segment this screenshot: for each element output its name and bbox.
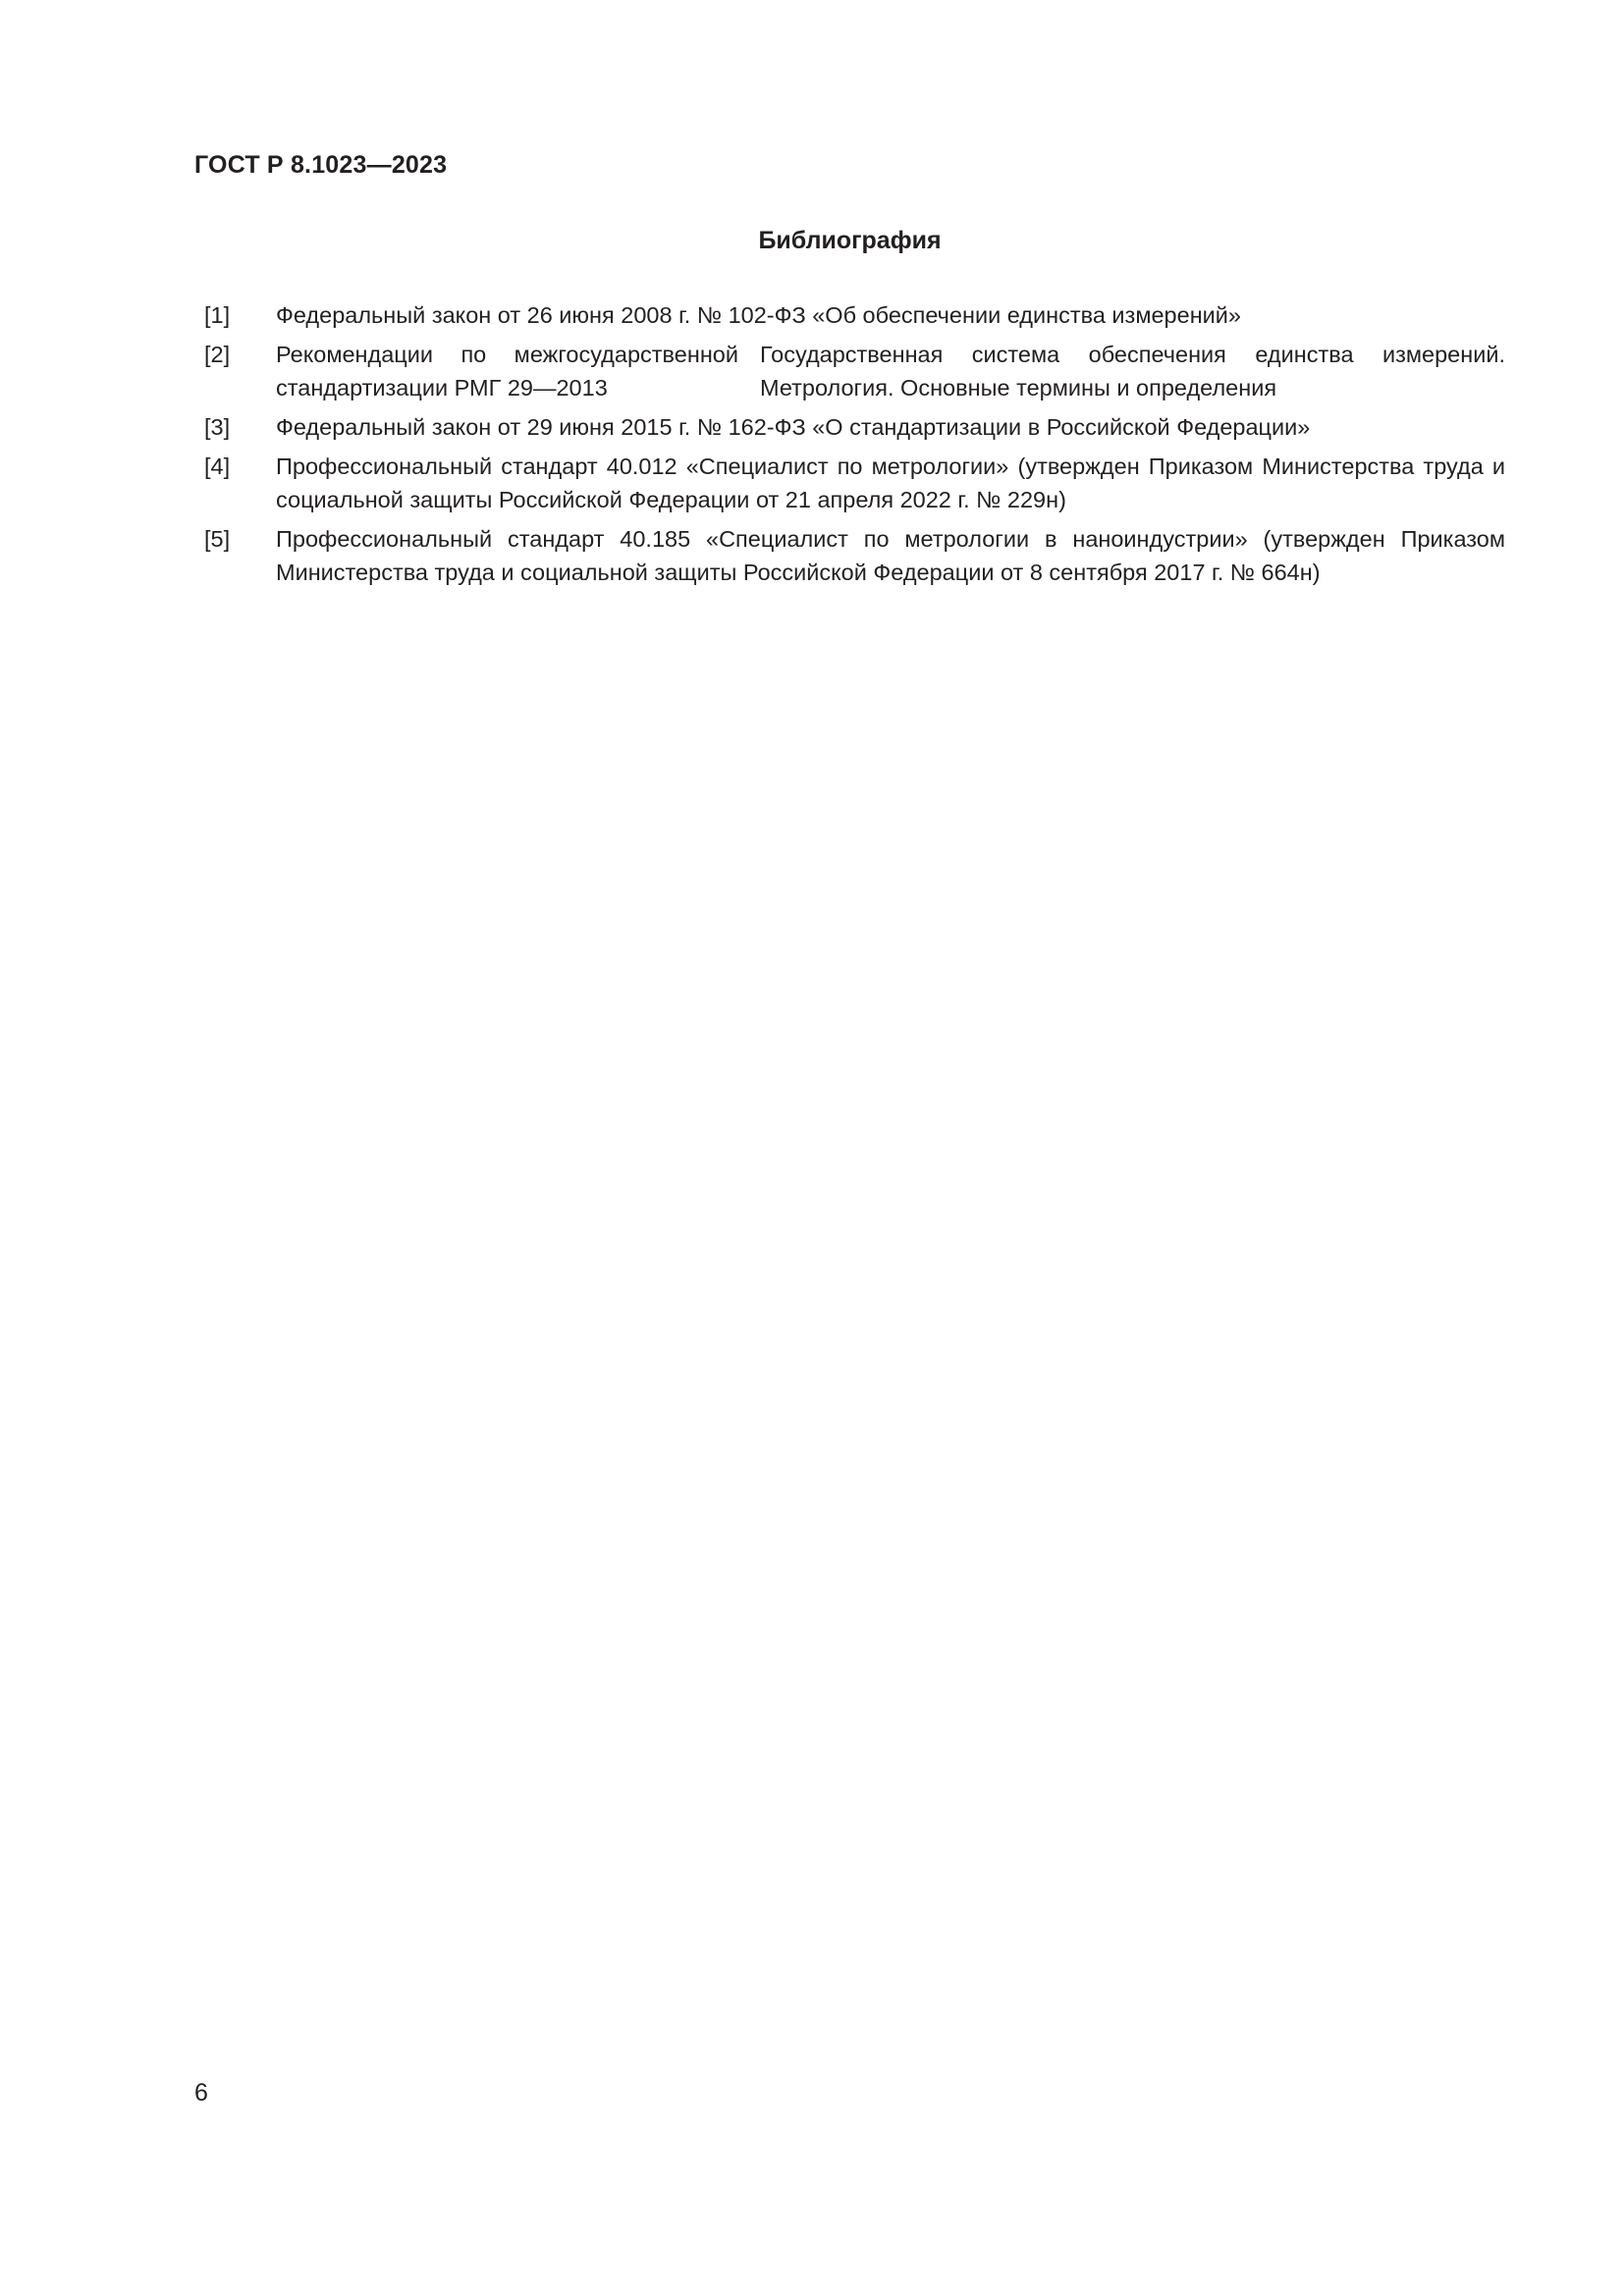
bibliography-list [194, 298, 1505, 595]
bibliography-entry-1 [194, 298, 1505, 332]
entry-text: Федеральный закон от 26 июня 2008 г. № 102-ФЗ «Об обеспечении единства измерений» [276, 302, 1241, 328]
entry-title: Государственная система обеспечения единства измерений. Метрология. Основные термины и определения [760, 342, 1505, 400]
entry-text: Федеральный закон от 29 июня 2015 г. № 162-ФЗ «О стандартизации в Российской Федерации» [276, 414, 1311, 440]
entry-number: [5] [204, 526, 231, 552]
standard-code-header: ГОСТ Р 8.1023—2023 [194, 151, 448, 179]
entry-text: Профессиональный стандарт 40.185 «Специалист по метрологии в наноиндустрии» (утвержден Приказом Министерства труда и социальной защиты Российской Федерации от 8 сентября 2017 г. № 664н) [276, 526, 1505, 585]
page-number: 6 [194, 2079, 208, 2107]
entry-text: Профессиональный стандарт 40.012 «Специалист по метрологии» (утвержден Приказом Министерства труда и социальной защиты Российской Федерации от 21 апреля 2022 г. № 229н) [276, 454, 1505, 512]
entry-text [276, 338, 1505, 404]
entry-number: [4] [204, 454, 231, 479]
entry-number: [3] [204, 414, 231, 440]
bibliography-entry-2 [194, 338, 1505, 404]
bibliography-entry-4 [194, 450, 1505, 516]
entry-source: Рекомендации по межгосударственной стандартизации РМГ 29—2013 [276, 342, 738, 400]
bibliography-entry-5 [194, 522, 1505, 589]
entry-number: [2] [204, 342, 231, 367]
bibliography-title: Библиография [758, 227, 942, 254]
bibliography-entry-3 [194, 410, 1505, 444]
entry-number: [1] [204, 302, 231, 328]
